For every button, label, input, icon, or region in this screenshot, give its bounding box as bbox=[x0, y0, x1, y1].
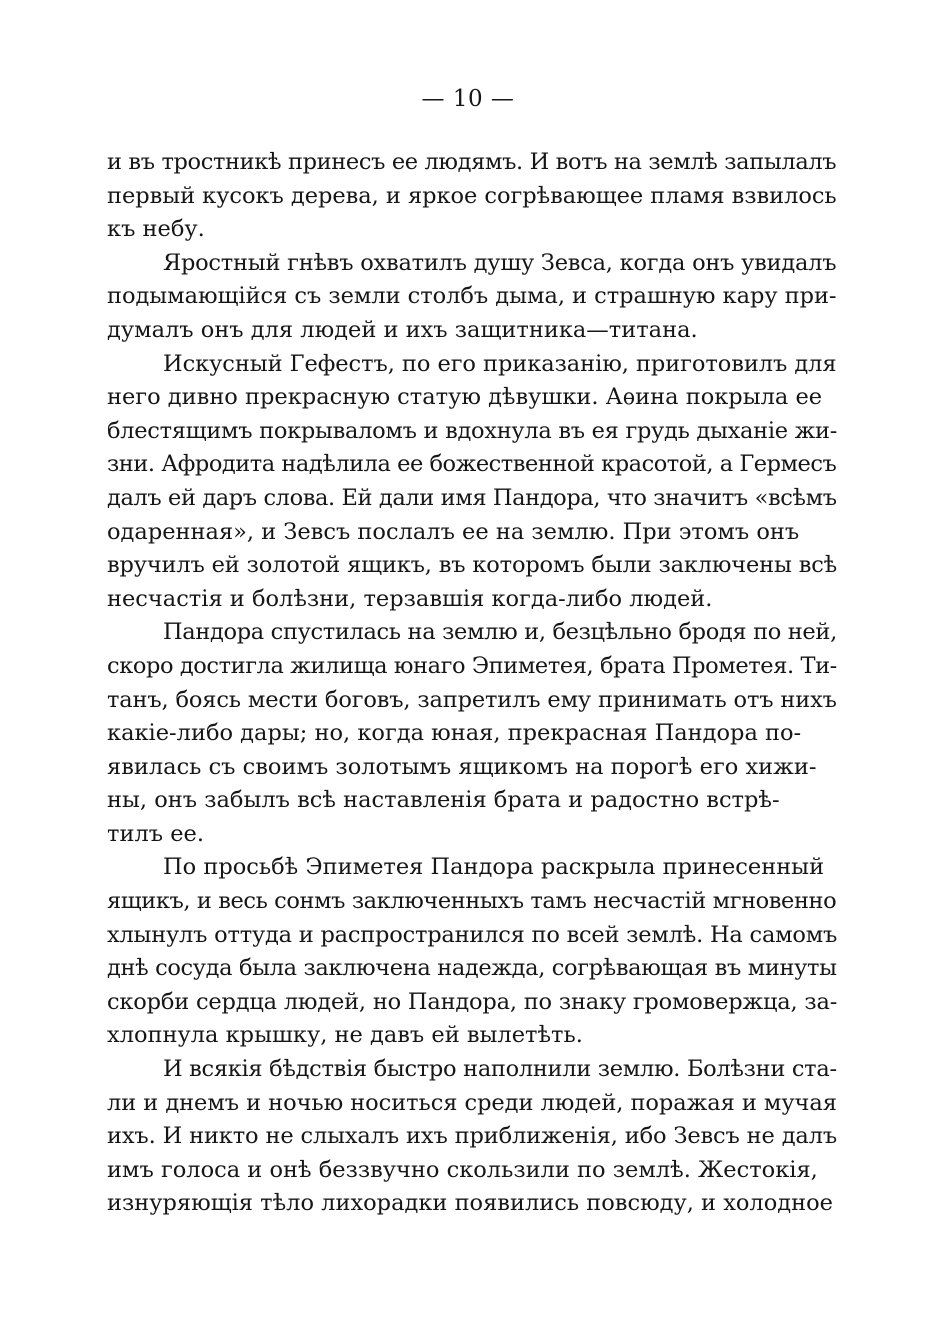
paragraph bbox=[107, 247, 837, 348]
text-line: скоро достигла жилища юнаго Эпиметея, брата Прометея. Ти- bbox=[107, 652, 837, 679]
text-line: Искусный Гефестъ, по его приказанію, приготовилъ для bbox=[163, 350, 837, 377]
text-line: думалъ онъ для людей и ихъ защитника—титана. bbox=[107, 316, 698, 343]
text-line: днѣ сосуда была заключена надежда, согрѣвающая въ минуты bbox=[107, 955, 837, 982]
text-line: ны, онъ забылъ всѣ наставленія брата и радостно встрѣ- bbox=[107, 787, 780, 814]
text-line: имъ голоса и онѣ беззвучно скользили по землѣ. Жестокія, bbox=[107, 1156, 818, 1183]
text-line: первый кусокъ дерева, и яркое согрѣвающее пламя взвилось bbox=[107, 182, 837, 209]
page-number: — 10 — bbox=[421, 86, 515, 112]
text-line: танъ, боясь мести боговъ, запретилъ ему принимать отъ нихъ bbox=[107, 686, 837, 713]
text-line: одаренная», и Зевсъ послалъ ее на землю. При этомъ онъ bbox=[107, 518, 800, 545]
text-line: Яростный гнѣвъ охватилъ душу Зевса, когда онъ увидалъ bbox=[163, 249, 837, 276]
paragraph bbox=[107, 616, 837, 851]
paragraph bbox=[107, 851, 837, 1053]
text-line: ли и днемъ и ночью носиться среди людей, поражая и мучая bbox=[107, 1089, 837, 1116]
paragraph bbox=[107, 1053, 837, 1221]
text-line: подымающійся съ земли столбъ дыма, и страшную кару при- bbox=[107, 283, 837, 310]
text-line: къ небу. bbox=[107, 216, 205, 243]
text-line: изнуряющія тѣло лихорадки появились повсюду, и холодное bbox=[107, 1190, 833, 1217]
text-line: несчастія и болѣзни, терзавшія когда-либо людей. bbox=[107, 585, 713, 612]
text-line: него дивно прекрасную статую дѣвушки. Аѳина покрыла ее bbox=[107, 384, 823, 411]
text-line: Пандора спустилась на землю и, безцѣльно бродя по ней, bbox=[163, 619, 837, 646]
text-line: далъ ей даръ слова. Ей дали имя Пандора, что значитъ «всѣмъ bbox=[107, 484, 837, 511]
text-line: тилъ ее. bbox=[107, 820, 204, 847]
text-line: зни. Афродита надѣлила ее божественной красотой, а Гермесъ bbox=[107, 451, 837, 478]
paragraph bbox=[107, 348, 837, 617]
text-line: хлопнула крышку, не давъ ей вылетѣть. bbox=[107, 1022, 583, 1049]
text-line: явилась съ своимъ золотымъ ящикомъ на порогѣ его хижи- bbox=[107, 753, 817, 780]
text-line: какіе-либо дары; но, когда юная, прекрасная Пандора по- bbox=[107, 720, 802, 747]
text-line: вручилъ ей золотой ящикъ, въ которомъ были заключены всѣ bbox=[107, 552, 838, 579]
text-line: и въ тростникѣ принесъ ее людямъ. И вотъ на землѣ запылалъ bbox=[107, 149, 837, 175]
text-line: ихъ. И никто не слыхалъ ихъ приближенія, ибо Зевсъ не далъ bbox=[107, 1123, 838, 1150]
text-line: ящикъ, и весь сонмъ заключенныхъ тамъ несчастій мгновенно bbox=[107, 888, 837, 915]
text-line: И всякія бѣдствія быстро наполнили землю. Болѣзни ста- bbox=[163, 1056, 837, 1083]
text-line: хлынулъ оттуда и распространился по всей землѣ. На самомъ bbox=[107, 921, 838, 948]
paragraph bbox=[107, 146, 837, 247]
text-line: По просьбѣ Эпиметея Пандора раскрыла принесенный bbox=[163, 854, 825, 881]
text-line: блестящимъ покрываломъ и вдохнула въ ея грудь дыханіе жи- bbox=[107, 417, 838, 444]
body-text bbox=[107, 146, 837, 1221]
text-line: скорби сердца людей, но Пандора, по знаку громовержца, за- bbox=[107, 988, 838, 1015]
